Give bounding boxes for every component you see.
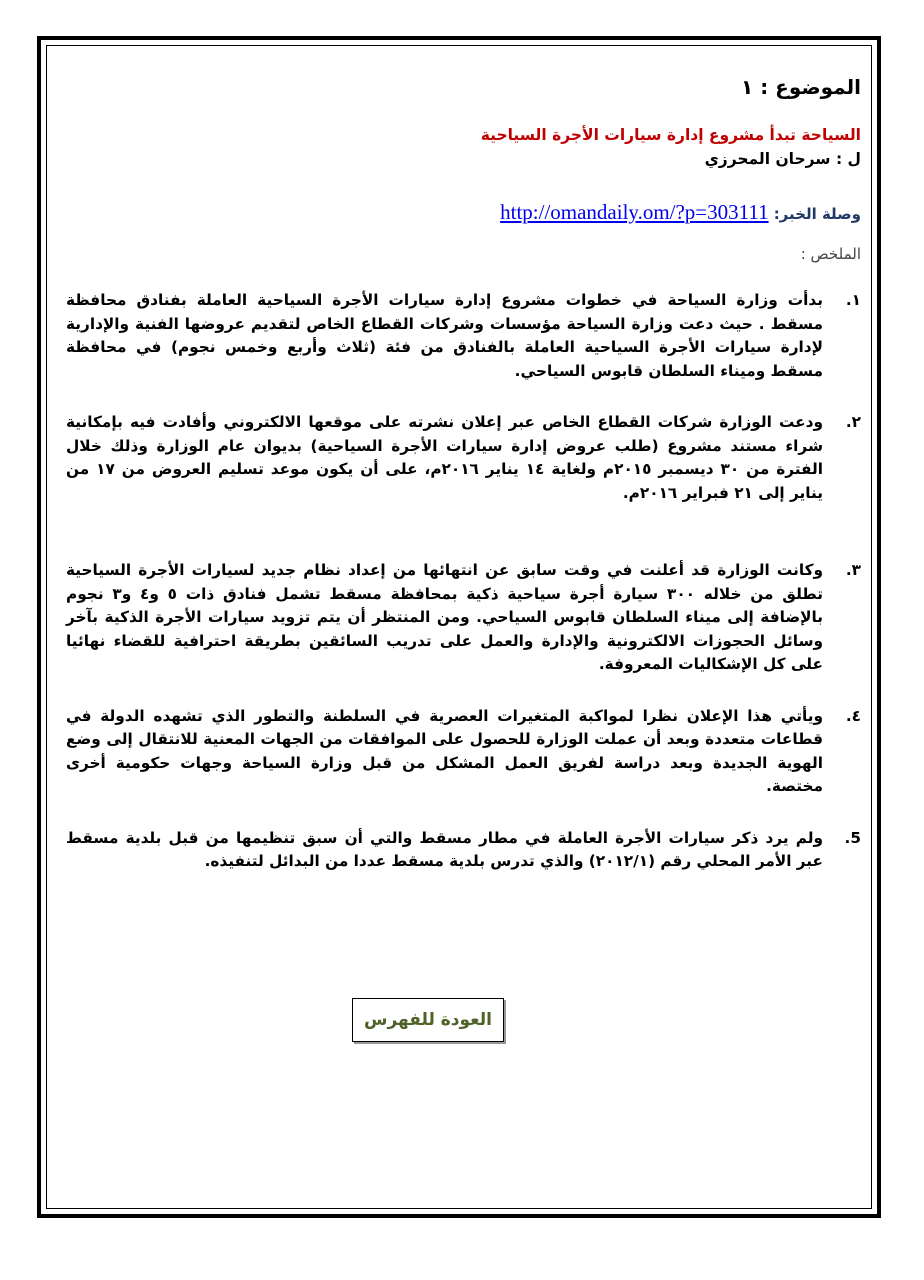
subject-heading: الموضوع : ١ [741, 75, 861, 99]
news-link-row [66, 197, 861, 229]
summary-item-text: ويأتي هذا الإعلان نظرا لمواكبة المتغيرات العصرية في السلطنة والتطور الذي تشهده الدولة في قطاعات متعددة وبعد أن عملت الوزارة للحصول على الموافقات من الجهات المعنية للانتقال إلى وضع الهوية الجديدة وبعد دراسة لفريق العمل المشكل من قبل وزارة السياحة وجهات حكومية أخرى مختصة. [66, 706, 823, 795]
article-author: ل : سرحان المحرزي [704, 150, 861, 168]
news-link-label: وصلة الخبر: [773, 205, 861, 223]
summary-item-number: ١. [845, 291, 861, 309]
summary-label: الملخص : [800, 245, 861, 263]
article-headline: السياحة تبدأ مشروع إدارة سيارات الأجرة السياحية [480, 126, 861, 144]
summary-item-number: ٤. [845, 706, 861, 725]
back-to-index-button[interactable]: العودة للفهرس [352, 998, 504, 1042]
summary-item-text: ودعت الوزارة شركات القطاع الخاص عبر إعلان نشرته على موقعها الالكتروني وأفادت فيه بإمكانية شراء مستند مشروع (طلب عروض إدارة سيارات الأجرة السياحية) بديوان عام الوزارة وذلك خلال الفترة من ٣٠ ديسمبر ٢٠١٥م ولغاية ١٤ يناير ٢٠١٦م، على أن يكون موعد تسليم العروض من ١٧ من يناير إلى ٢١ فبراير ٢٠١٦م. [66, 413, 824, 502]
summary-item [66, 411, 861, 505]
summary-item-text: ولم يرد ذكر سيارات الأجرة العاملة في مطار مسقط والتي أن سبق تنظيمها من قبل بلدية مسقط عبر الأمر المحلي رقم (٢٠١٢/١) والذي تدرس بلدية مسقط عددا من البدائل لتنفيذه. [66, 828, 823, 870]
summary-item-number: ٢. [845, 413, 861, 431]
summary-item-number: ٣. [845, 561, 861, 579]
news-link[interactable]: http://omandaily.om/?p=303111 [500, 200, 769, 224]
summary-item-text: وكانت الوزارة قد أعلنت في وقت سابق عن انتهائها من إعداد نظام جديد لسيارات الأجرة السياحية تطلق من خلاله ٣٠٠ سيارة أجرة سياحية ذكية بمحافظة مسقط تشمل فنادق ذات ٥ و٤ و٣ نجوم بالإضافة إلى ميناء السلطان قابوس السياحي. ومن المنتظر أن يتم تزويد سيارات الأجرة الذكية بآخر وسائل الحجوزات الالكترونية والإدارة والعمل على تدريب السائقين بطريقة احترافية للقضاء نهائيا على كل الإشكاليات المعروفة. [66, 561, 823, 673]
summary-item-text: بدأت وزارة السياحة في خطوات مشروع إدارة سيارات الأجرة السياحية العاملة بفنادق محافظة مسقط . حيث دعت وزارة السياحة مؤسسات وشركات القطاع الخاص لتقديم عروضها الفنية والإدارية لإدارة سيارات الأجرة السياحية العاملة بالفنادق من فئة (ثلاث وأربع وخمس نجوم) في محافظة مسقط وميناء السلطان قابوس السياحي. [66, 291, 823, 380]
document-content [66, 64, 861, 874]
summary-item [66, 559, 861, 677]
summary-item [66, 289, 861, 383]
summary-item [66, 827, 861, 874]
summary-item [66, 705, 861, 799]
summary-item-number: 5. [844, 828, 861, 847]
